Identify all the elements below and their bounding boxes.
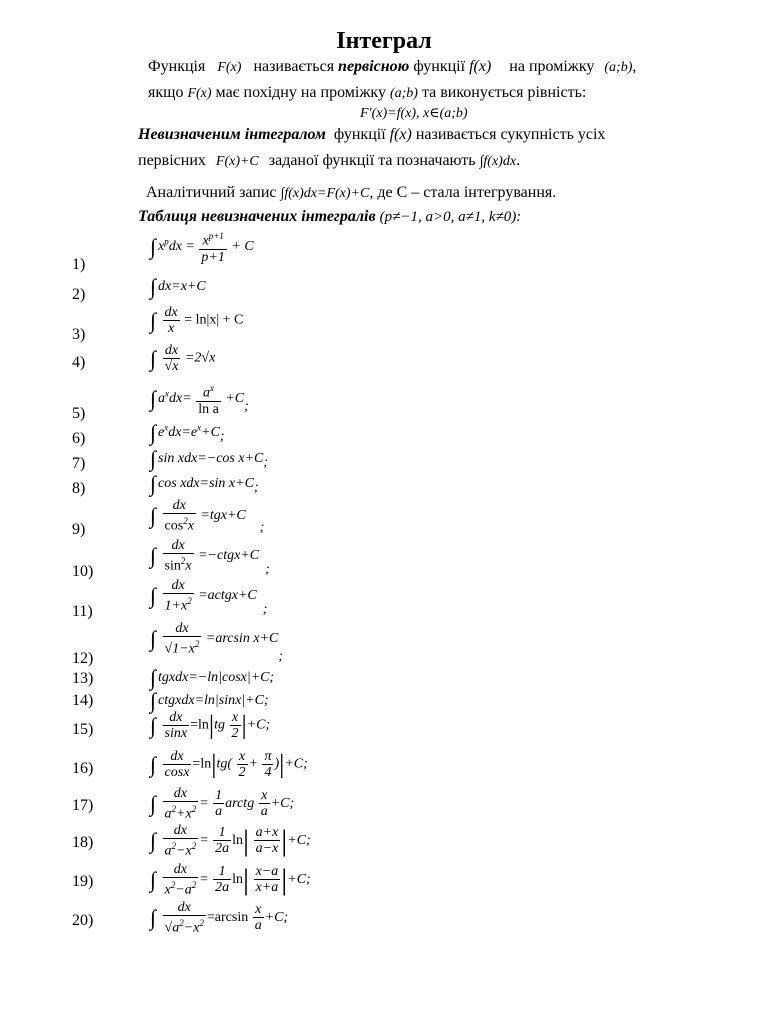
t: x (202, 233, 209, 249)
t: dx (163, 710, 190, 726)
t: a−x (255, 841, 279, 857)
integral-sign: ∫ (150, 385, 157, 411)
t: ) (274, 756, 280, 772)
formula-6 (150, 420, 225, 446)
integral-sign: ∫ (150, 712, 157, 738)
t: x (210, 383, 214, 393)
integral-sign: ∫ (150, 345, 157, 371)
integral-sign: ∫ (150, 625, 157, 651)
t: a+x (255, 825, 279, 841)
fraction (163, 900, 206, 936)
t: cos (164, 518, 184, 534)
formula-16: ∫ $\frac{dx}{\cos x}$ =ln|tg( $\frac{x}{2}$ + $\frac{\pi}{4}$ )|+C; (150, 749, 308, 780)
text: та виконується рівність: (421, 84, 587, 101)
t: p+1 (201, 249, 225, 265)
t: 4 (264, 765, 272, 780)
t: cosx (164, 765, 190, 780)
term-indefinite: Невизначеним інтегралом (138, 126, 326, 143)
t: + C (231, 239, 254, 255)
fraction (163, 343, 181, 374)
t: ; (244, 399, 249, 415)
t: p (164, 236, 169, 247)
integral-sign: ∫ (150, 307, 157, 333)
formula-7 (150, 446, 268, 472)
formula-17 (150, 786, 294, 822)
formula-10 (150, 538, 270, 578)
item-number: 11) (72, 603, 93, 620)
formula-20 (150, 900, 288, 936)
t: x+a (255, 880, 279, 896)
fraction (254, 825, 281, 856)
intro-line-1 (148, 58, 636, 76)
t: √a (164, 920, 180, 936)
t: ln (232, 872, 244, 888)
item-number: 19) (72, 873, 94, 890)
formula-4 (150, 343, 215, 374)
t: dx= (169, 391, 192, 407)
t: a (254, 918, 262, 934)
t: −a (175, 882, 192, 898)
t: +x (176, 806, 192, 822)
integral-sign: ∫ (150, 790, 157, 816)
text: Аналітичний запис (146, 184, 277, 201)
t: sin (164, 558, 181, 574)
t: dx (163, 749, 192, 765)
t: =ln (192, 756, 212, 772)
t: x (259, 788, 270, 804)
formula-18: ∫ $\frac{dx}{a^2-x^2}$ = $\frac{1}{2a}$ ln| $\frac{a+x}{a-x}$ |+C; (150, 823, 311, 859)
formula-15: ∫ $\frac{dx}{\sin x}$ =ln|tg $\frac{x}{2}$ |+C; (150, 710, 271, 741)
t: 2 (191, 880, 197, 890)
integral-sign: ∫ (150, 542, 157, 568)
t: ; (219, 429, 225, 445)
t: tgxdx=−ln|cosx|+C; (158, 670, 275, 686)
t: p+1 (208, 231, 224, 241)
t: 2 (179, 918, 184, 928)
t: =arcsin (206, 910, 249, 926)
t: 2 (171, 804, 177, 814)
t: ; (278, 649, 283, 665)
fraction (253, 902, 264, 933)
integral-sign: ∫ (150, 904, 157, 930)
t: π (264, 749, 272, 764)
t: =2√x (184, 350, 216, 366)
math-interval: (a;b) (604, 60, 633, 75)
formula-2 (150, 274, 206, 300)
term-pervisna: первісною (338, 58, 410, 75)
t: +C; (287, 833, 311, 849)
item-number: 4) (72, 354, 86, 371)
t: dx = (168, 239, 195, 255)
t: x (165, 388, 170, 399)
text: має похідну на проміжку (215, 84, 386, 101)
t: a (203, 385, 210, 401)
item-number: 13) (72, 670, 94, 687)
t: + (248, 756, 258, 772)
t: √x (164, 359, 179, 374)
t: dx (164, 305, 178, 320)
t: x (158, 239, 165, 255)
fraction (163, 710, 190, 741)
math-notation: ∫f(x)dx (479, 154, 517, 169)
integral-sign: ∫ (150, 471, 157, 496)
fraction (213, 788, 224, 819)
t: = (199, 796, 209, 812)
t: 1+x (164, 598, 188, 614)
text: функції (413, 58, 466, 75)
t: 2 (183, 516, 188, 526)
integral-sign: ∫ (150, 827, 157, 853)
indefinite-line-2 (138, 152, 520, 170)
fraction (163, 305, 180, 336)
fraction (163, 862, 199, 898)
t: x (197, 422, 202, 433)
fraction (237, 749, 248, 780)
t: 2 (191, 841, 197, 851)
t: +C; (270, 796, 295, 812)
t: dx=x+C (158, 279, 206, 295)
fraction (259, 788, 270, 819)
fraction (262, 749, 273, 780)
fraction (163, 749, 192, 780)
t: dx (163, 498, 196, 514)
formula-11 (150, 578, 268, 618)
text: . (516, 152, 521, 169)
t: x (253, 902, 264, 918)
fraction (254, 864, 281, 895)
t: 2 (238, 765, 246, 780)
t: ; (253, 480, 259, 496)
item-number: 15) (72, 721, 94, 738)
t: a (164, 843, 172, 859)
t: 2 (194, 639, 200, 649)
math-Fx: F(x) (217, 60, 242, 75)
item-number: 9) (72, 521, 86, 538)
text: Функція (148, 58, 206, 75)
item-number: 1) (72, 256, 86, 273)
t: arctg (225, 796, 255, 812)
integral-sign: ∫ (150, 582, 157, 608)
t: −x (176, 843, 192, 859)
t: +C; (287, 872, 311, 888)
text: на проміжку (509, 58, 595, 75)
t: = ln|x| + C (184, 312, 244, 328)
integral-sign: ∫ (150, 420, 157, 445)
item-number: 17) (72, 797, 94, 814)
item-number: 3) (72, 326, 86, 343)
t: tg (214, 717, 225, 733)
fraction (163, 538, 194, 574)
fraction (230, 710, 241, 741)
t: +C; (284, 756, 308, 772)
item-number: 8) (72, 480, 86, 497)
t: dx=e (168, 425, 198, 441)
fraction (163, 578, 194, 614)
t: 2 (180, 556, 186, 566)
t: ln a (198, 401, 219, 417)
t: 2a (215, 841, 230, 857)
formula-9 (150, 498, 264, 534)
fraction (196, 381, 221, 417)
t: ; (263, 455, 269, 471)
t: a (158, 391, 166, 407)
item-number: 14) (72, 692, 94, 709)
t: dx (163, 621, 202, 637)
t: tg( (216, 756, 232, 772)
t: =actgx+C (198, 588, 257, 604)
integral-sign: ∫ (150, 274, 157, 299)
item-number: 7) (72, 455, 86, 472)
math-fx: f(x) (469, 58, 492, 75)
t: ctgxdx=ln|sinx|+C; (158, 693, 269, 709)
t: x−a (255, 864, 279, 880)
fraction (213, 864, 231, 895)
integral-sign: ∫ (150, 866, 157, 892)
item-number: 5) (72, 405, 86, 422)
t: +C; (246, 717, 271, 733)
t: dx (163, 786, 199, 802)
t: −x (183, 920, 200, 936)
item-number: 2) (72, 286, 86, 303)
math-analytic: ∫f(x)dx=F(x)+C (280, 186, 370, 201)
item-number: 12) (72, 650, 94, 667)
t: =−ctgx+C (198, 548, 260, 564)
formula-1 (150, 229, 254, 265)
formula-3 (150, 305, 243, 336)
t: ; (259, 520, 265, 536)
t: 1 (213, 825, 231, 841)
t: +C; (264, 910, 289, 926)
formula-12 (150, 621, 283, 665)
t: cos xdx=sin x+C (158, 476, 254, 492)
t: 2 (187, 596, 192, 606)
t: = (199, 872, 209, 888)
text: первісних (138, 152, 206, 169)
t: ; (265, 562, 270, 578)
item-number: 18) (72, 834, 94, 851)
t: e (158, 425, 165, 441)
t: dx (163, 578, 194, 594)
text: називається сукупність усіх (415, 126, 606, 143)
t: +C (201, 425, 220, 441)
text: , де С – стала інтегрування. (369, 184, 557, 201)
fraction (163, 823, 199, 859)
intro-line-2 (148, 84, 586, 102)
t: dx (163, 862, 199, 878)
t: ln (232, 833, 244, 849)
t: = (199, 833, 209, 849)
t: dx (163, 538, 194, 554)
item-number: 20) (72, 912, 94, 929)
t: x (168, 321, 175, 336)
integral-sign: ∫ (150, 446, 157, 471)
fraction (163, 621, 202, 657)
t: dx (163, 900, 206, 916)
page-title: Інтеграл (336, 28, 432, 54)
text: називається (253, 58, 335, 75)
integral-sign: ∫ (150, 233, 157, 259)
t: 2a (215, 880, 230, 896)
t: 1 (215, 788, 223, 804)
t: dx (163, 823, 199, 839)
t: =arcsin x+C (205, 631, 279, 647)
t: x (237, 749, 248, 765)
t: 1 (213, 864, 231, 880)
formula-5 (150, 381, 249, 417)
item-number: 10) (72, 563, 94, 580)
t: 2 (171, 841, 177, 851)
table-conditions: (p≠−1, a>0, a≠1, k≠0): (379, 209, 522, 225)
math-FC: F(x)+C (215, 154, 259, 169)
t: x (185, 558, 192, 574)
t: 2 (170, 880, 176, 890)
formula-8 (150, 471, 259, 497)
equality: F′(x)=f(x), x∈(a;b) (360, 106, 468, 121)
indefinite-line-1 (138, 126, 605, 144)
analytic-line (146, 184, 556, 202)
item-number: 6) (72, 430, 86, 447)
table-heading-line (138, 208, 521, 226)
t: x (230, 710, 241, 726)
text: заданої функції та позначають (268, 152, 476, 169)
t: a (164, 806, 172, 822)
text: , (632, 58, 637, 75)
integral-sign: ∫ (150, 665, 157, 690)
t: √1−x (164, 641, 195, 657)
t: sinx (164, 726, 188, 741)
math-fx: f(x) (389, 126, 412, 143)
integral-sign: ∫ (150, 751, 157, 777)
t: a (215, 804, 223, 820)
t: sin xdx=−cos x+C (158, 451, 264, 467)
t: =tgx+C (200, 508, 246, 524)
t: +C (225, 391, 245, 407)
fraction (163, 498, 196, 534)
t: 2 (199, 918, 204, 928)
text: функції (333, 126, 386, 143)
t: 2 (191, 804, 197, 814)
formula-19: ∫ $\frac{dx}{x^2-a^2}$ = $\frac{1}{2a}$ ln| $\frac{x-a}{x+a}$ |+C; (150, 862, 311, 898)
fraction (199, 229, 226, 265)
t: ; (262, 602, 268, 618)
t: x (164, 422, 169, 433)
fraction (163, 786, 199, 822)
item-number: 16) (72, 760, 94, 777)
t: =ln (190, 717, 209, 733)
math-interval: (a;b) (389, 86, 418, 101)
t: a (260, 804, 268, 820)
t: dx (163, 343, 181, 359)
integral-sign: ∫ (150, 688, 157, 713)
t: x (164, 882, 171, 898)
text: якщо (148, 84, 184, 101)
fraction (213, 825, 231, 856)
t: 2 (231, 726, 239, 741)
table-heading: Таблиця невизначених інтегралів (138, 208, 376, 225)
t: x (187, 518, 194, 534)
math-Fx: F(x) (187, 86, 212, 101)
integral-sign: ∫ (150, 502, 157, 528)
